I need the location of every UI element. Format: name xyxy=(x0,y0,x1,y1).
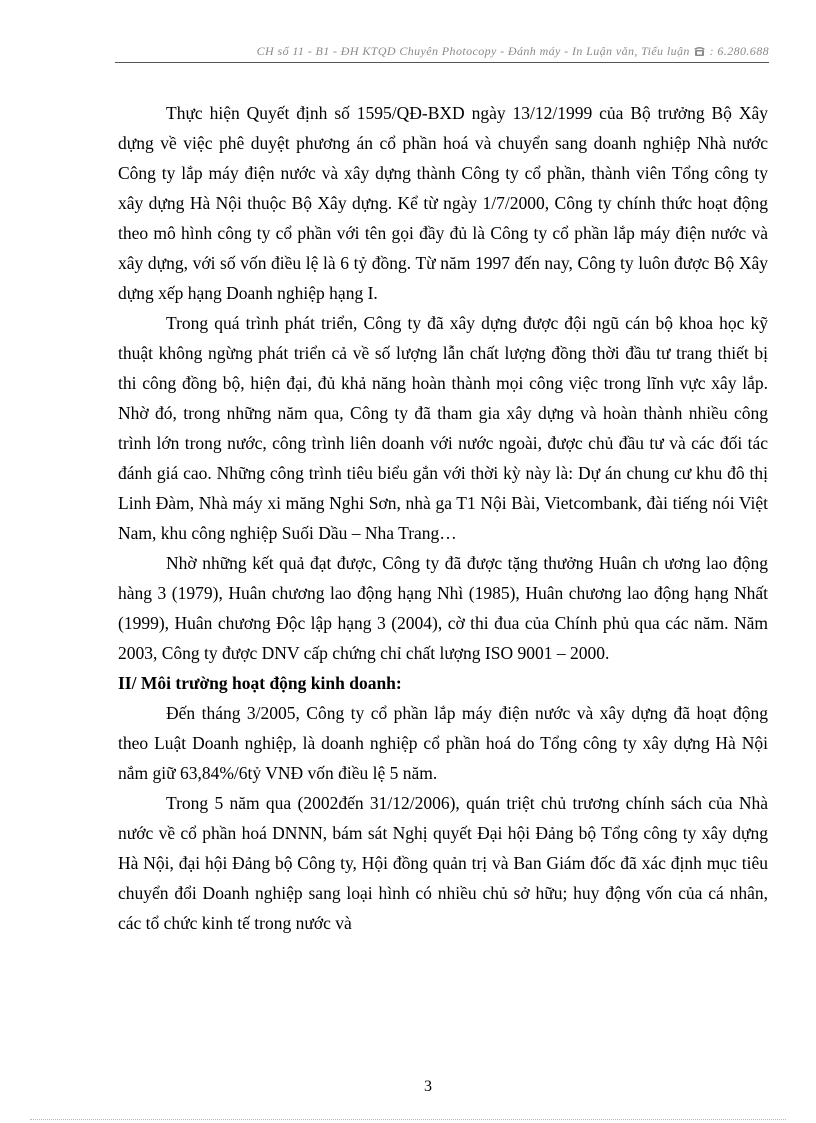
telephone-icon xyxy=(694,45,705,60)
page-number: 3 xyxy=(424,1078,432,1095)
paragraph-company-development: Trong quá trình phát triển, Công ty đã xây dựng được đội ngũ cán bộ khoa học kỹ thuật không ngừng phát triển cả về số lượng lẫn chất lượng đồng thời đầu tư trang thiết bị thi công đồng bộ, hiện đại, đủ khả năng hoàn thành mọi công việc trong lĩnh vực xây lắp. Nhờ đó, trong những năm qua, Công ty đã tham gia xây dựng và hoàn thành nhiều công trình lớn trong nước, công trình liên doanh với nước ngoài, được chủ đầu tư và các đối tác đánh giá cao. Những công trình tiêu biểu gắn với thời kỳ này là: Dự án chung cư khu đô thị Linh Đàm, Nhà máy xi măng Nghi Sơn, nhà ga T1 Nội Bài, Vietcombank, đài tiếng nói Việt Nam, khu công nghiệp Suối Dầu – Nha Trang… xyxy=(118,313,768,543)
paragraph-business-environment: Đến tháng 3/2005, Công ty cổ phần lắp máy điện nước và xây dựng đã hoạt động theo Luật Doanh nghiệp, là doanh nghiệp cổ phần hoá do Tổng công ty xây dựng Hà Nội nắm giữ 63,84%/6tỷ VNĐ vốn điều lệ 5 năm. xyxy=(118,703,768,783)
paragraph-company-awards: Nhờ những kết quả đạt được, Công ty đã được tặng thưởng Huân ch ương lao động hàng 3 (1979), Huân chương lao động hạng Nhì (1985), Huân chương lao động hạng Nhất (1999), Huân chương Độc lập hạng 3 (2004), cờ thi đua của Chính phủ qua các năm. Năm 2003, Công ty được DNV cấp chứng chỉ chất lượng ISO 9001 – 2000. xyxy=(118,553,768,663)
page-header xyxy=(115,44,769,63)
page-bottom-divider xyxy=(30,1119,786,1120)
header-phone-number: : 6.280.688 xyxy=(709,44,769,58)
header-text: CH số 11 - B1 - ĐH KTQD Chuyên Photocopy - Đánh máy - In Luận văn, Tiểu luận xyxy=(256,44,690,58)
paragraph-five-year-review: Trong 5 năm qua (2002đến 31/12/2006), quán triệt chủ trương chính sách của Nhà nước về cổ phần hoá DNNN, bám sát Nghị quyết Đại hội Đảng bộ Tổng công ty xây dựng Hà Nội, đại hội Đảng bộ Công ty, Hội đồng quản trị và Ban Giám đốc đã xác định mục tiêu chuyển đổi Doanh nghiệp sang loại hình có nhiều chủ sở hữu; huy động vốn của cá nhân, các tổ chức kinh tế trong nước và xyxy=(118,793,768,933)
document-body xyxy=(118,98,768,938)
paragraph-company-equitization: Thực hiện Quyết định số 1595/QĐ-BXD ngày 13/12/1999 của Bộ trưởng Bộ Xây dựng về việc phê duyệt phương án cổ phần hoá và chuyển sang doanh nghiệp Nhà nước Công ty lắp máy điện nước và xây dựng thành Công ty cổ phần, thành viên Tổng công ty xây dựng Hà Nội thuộc Bộ Xây dựng. Kể từ ngày 1/7/2000, Công ty chính thức hoạt động theo mô hình công ty cổ phần với tên gọi đầy đủ là Công ty cổ phần lắp máy điện nước và xây dựng, với số vốn điều lệ là 6 tỷ đồng. Từ năm 1997 đến nay, Công ty luôn được Bộ Xây dựng xếp hạng Doanh nghiệp hạng I. xyxy=(118,103,768,303)
section-heading: II/ Môi trường hoạt động kinh doanh: xyxy=(118,673,402,693)
